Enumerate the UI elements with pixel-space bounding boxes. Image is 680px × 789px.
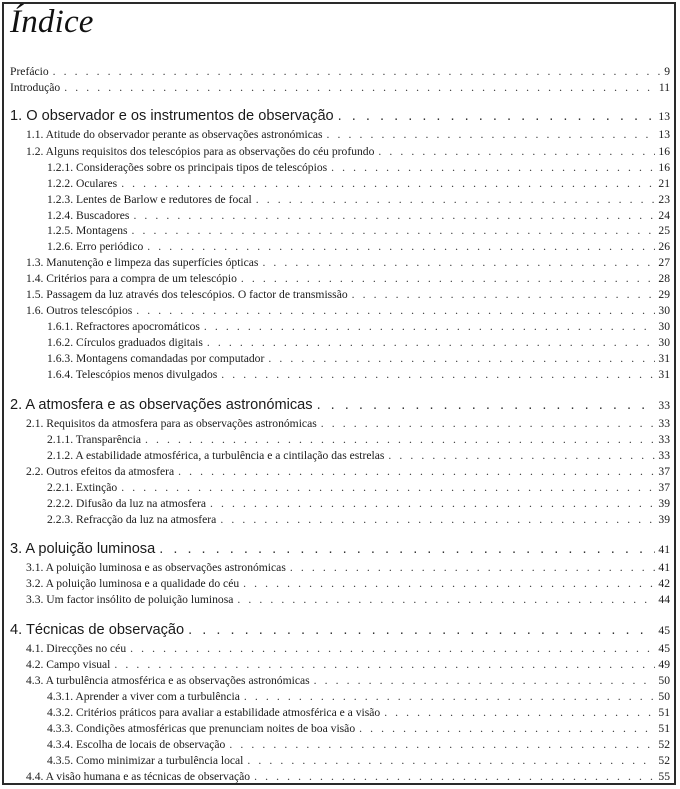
toc-entry-1-6-2[interactable]: 1.6.2. Círculos graduados digitais . . . 30 — [47, 336, 670, 351]
toc-entry-1-5[interactable]: 1.5. Passagem da luz através dos telescópios. O factor de transmissão . . . 29 — [26, 288, 670, 303]
toc-entry-4-3-5[interactable]: 4.3.5. Como minimizar a turbulência local . . . 52 — [47, 754, 670, 769]
toc-entry-4-3-4[interactable]: 4.3.4. Escolha de locais de observação . . . 52 — [47, 738, 670, 753]
toc-entry-3-2[interactable]: 3.2. A poluição luminosa e a qualidade do céu . . . 42 — [26, 577, 670, 592]
toc-entry-4-3-2[interactable]: 4.3.2. Critérios práticos para avaliar a estabilidade atmosférica e a visão . . . 51 — [47, 706, 670, 721]
toc-entry-1-2[interactable]: 1.2. Alguns requisitos dos telescópios para as observações do céu profundo . . . 16 — [26, 145, 670, 160]
toc-entry-1-2-5[interactable]: 1.2.5. Montagens . . . 25 — [47, 224, 670, 239]
toc-entry-4-3-1[interactable]: 4.3.1. Aprender a viver com a turbulência . . . 50 — [47, 690, 670, 705]
toc-entry-2-2[interactable]: 2.2. Outros efeitos da atmosfera . . . 37 — [26, 465, 670, 480]
toc-entry-1-4[interactable]: 1.4. Critérios para a compra de um telescópio . . . 28 — [26, 272, 670, 287]
toc-entry-4-4[interactable]: 4.4. A visão humana e as técnicas de observação . . . 55 — [26, 770, 670, 785]
toc-entry-1-6-3[interactable]: 1.6.3. Montagens comandadas por computador . . . 31 — [47, 352, 670, 367]
toc-entry-4-1[interactable]: 4.1. Direcções no céu . . . 45 — [26, 642, 670, 657]
toc-entry-1-3[interactable]: 1.3. Manutenção e limpeza das superfícies ópticas . . . 27 — [26, 256, 670, 271]
toc-chapter-3[interactable]: 3. A poluição luminosa . . . 41 — [10, 541, 670, 560]
toc-entry-4-3-3[interactable]: 4.3.3. Condições atmosféricas que prenunciam noites de boa visão . . . 51 — [47, 722, 670, 737]
toc-entry-1-2-2[interactable]: 1.2.2. Oculares . . . 21 — [47, 177, 670, 192]
toc-entry-1-2-3[interactable]: 1.2.3. Lentes de Barlow e redutores de focal . . . 23 — [47, 193, 670, 208]
page-title: Índice — [10, 4, 94, 40]
toc-entry-1-6[interactable]: 1.6. Outros telescópios . . . 30 — [26, 304, 670, 319]
toc-entry-1-2-4[interactable]: 1.2.4. Buscadores . . . 24 — [47, 209, 670, 224]
toc-entry-1-6-1[interactable]: 1.6.1. Refractores apocromáticos . . . 30 — [47, 320, 670, 335]
toc-entry-4-3[interactable]: 4.3. A turbulência atmosférica e as observações astronómicas . . . 50 — [26, 674, 670, 689]
toc-entry-3-3[interactable]: 3.3. Um factor insólito de poluição luminosa . . . 44 — [26, 593, 670, 608]
toc-chapter-2[interactable]: 2. A atmosfera e as observações astronómicas . . . 33 — [10, 397, 670, 416]
toc-entry-1-6-4[interactable]: 1.6.4. Telescópios menos divulgados . . . 31 — [47, 368, 670, 383]
toc-entry-prefacio[interactable]: Prefácio . . . 9 — [10, 65, 670, 80]
toc-chapter-1[interactable]: 1. O observador e os instrumentos de observação . . . 13 — [10, 108, 670, 127]
toc-entry-4-2[interactable]: 4.2. Campo visual . . . 49 — [26, 658, 670, 673]
toc-entry-2-2-2[interactable]: 2.2.2. Difusão da luz na atmosfera . . . 39 — [47, 497, 670, 512]
toc-entry-2-2-3[interactable]: 2.2.3. Refracção da luz na atmosfera . . . 39 — [47, 513, 670, 528]
toc-chapter-4[interactable]: 4. Técnicas de observação . . . 45 — [10, 622, 670, 641]
toc-entry-2-1-2[interactable]: 2.1.2. A estabilidade atmosférica, a turbulência e a cintilação das estrelas . . . 33 — [47, 449, 670, 464]
toc-entry-2-2-1[interactable]: 2.2.1. Extinção . . . 37 — [47, 481, 670, 496]
toc-entry-2-1-1[interactable]: 2.1.1. Transparência . . . 33 — [47, 433, 670, 448]
toc-entry-3-1[interactable]: 3.1. A poluição luminosa e as observações astronómicas . . . 41 — [26, 561, 670, 576]
toc-entry-1-2-1[interactable]: 1.2.1. Considerações sobre os principais tipos de telescópios . . . 16 — [47, 161, 670, 176]
toc-entry-2-1[interactable]: 2.1. Requisitos da atmosfera para as observações astronómicas . . . 33 — [26, 417, 670, 432]
toc-entry-introducao[interactable]: Introdução . . . 11 — [10, 81, 670, 96]
toc-entry-1-1[interactable]: 1.1. Atitude do observador perante as observações astronómicas . . . 13 — [26, 128, 670, 143]
toc-entry-1-2-6[interactable]: 1.2.6. Erro periódico . . . 26 — [47, 240, 670, 255]
